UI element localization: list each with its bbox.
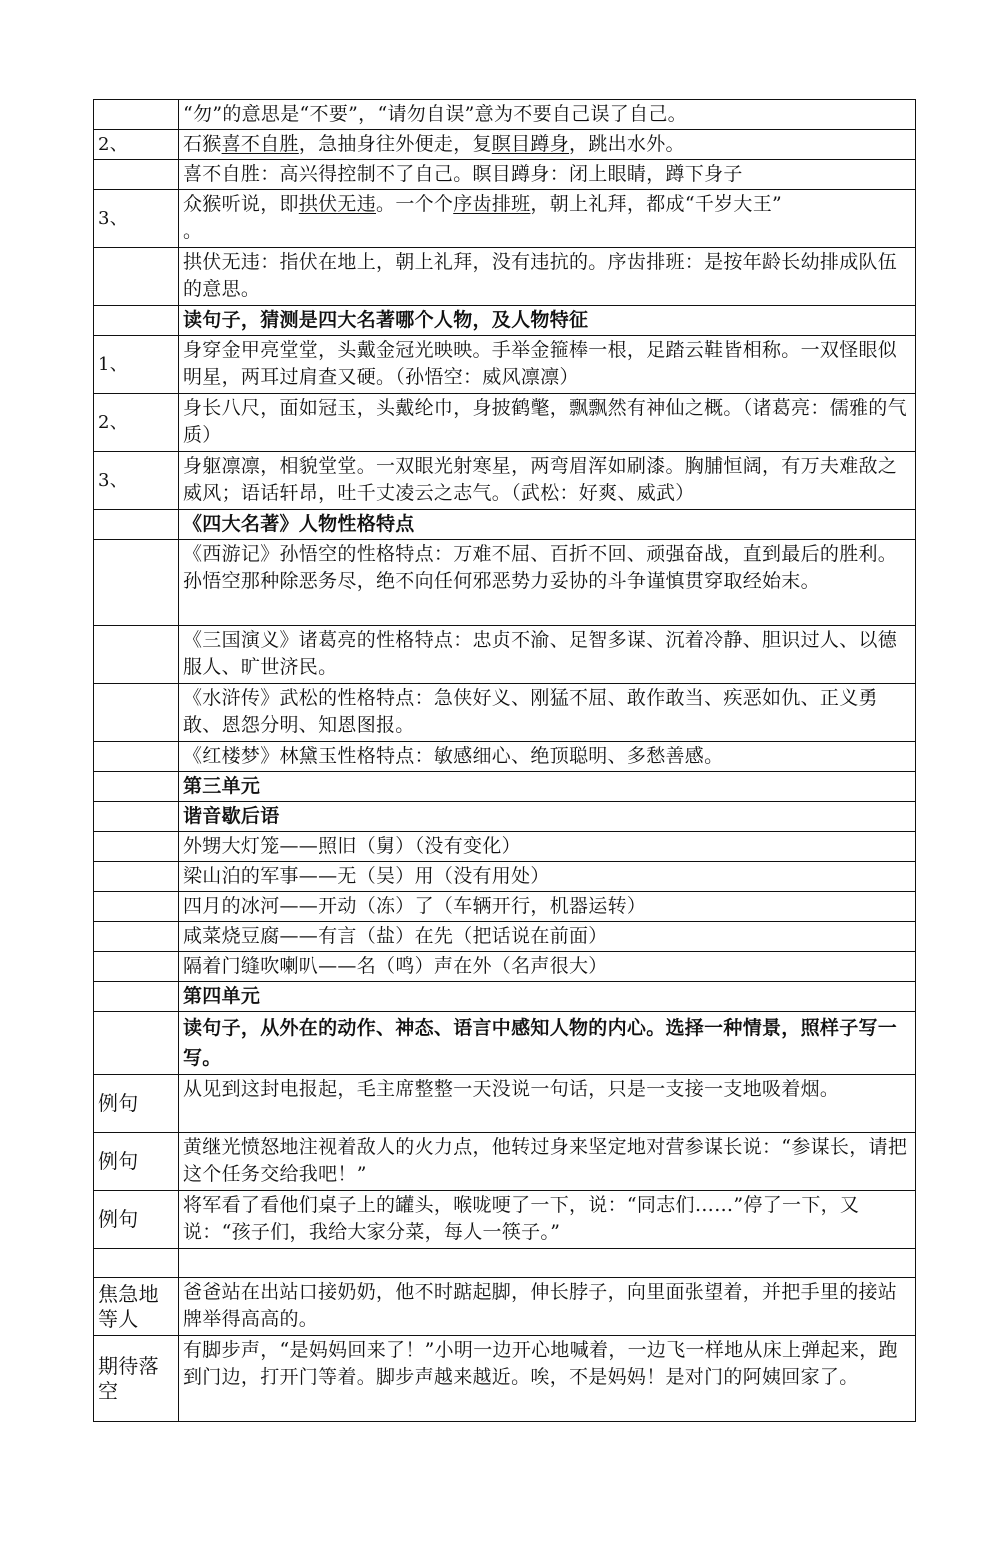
table-row [94,892,916,922]
table-row [94,540,916,626]
notes-table [93,99,916,1422]
table-row [94,626,916,684]
row-text: 梁山泊的军事——无（吴）用（没有用处） [179,862,916,892]
row-label [94,1012,179,1075]
table-row [94,1249,916,1278]
row-text: 石猴喜不自胜，急抽身往外便走，复瞑目蹲身，跳出水外。 [179,130,916,160]
underlined-phrase: 拱伏无违 [298,193,377,215]
table-row [94,248,916,306]
row-text: 身躯凛凛，相貌堂堂。一双眼光射寒星，两弯眉浑如刷漆。胸脯恒阔，有万夫难敌之威风；语话轩昂，吐千丈凌云之志气。（武松：好爽、威武） [179,452,916,510]
row-text: 咸菜烧豆腐——有言（盐）在先（把话说在前面） [179,922,916,952]
row-label [94,100,179,130]
row-label: 例句 [94,1191,179,1249]
table-row [94,742,916,772]
row-text: 身长八尺，面如冠玉，头戴纶巾，身披鹤氅，飘飘然有神仙之概。（诸葛亮：儒雅的气质） [179,394,916,452]
table-row [94,862,916,892]
section-heading: 读句子，猜测是四大名著哪个人物，及人物特征 [179,306,916,336]
row-label [94,248,179,306]
table-row [94,922,916,952]
table-row [94,1336,916,1422]
table-row [94,1075,916,1133]
row-label [94,772,179,802]
row-label [94,540,179,626]
table-row [94,684,916,742]
row-label: 焦急地等人 [94,1278,179,1336]
underlined-phrase: 瞑目蹲身 [491,133,570,155]
row-text: 外甥大灯笼——照旧（舅）（没有变化） [179,832,916,862]
row-label [94,510,179,540]
table-row [94,1133,916,1191]
row-text: 身穿金甲亮堂堂，头戴金冠光映映。手举金箍棒一根，足踏云鞋皆相称。一双怪眼似明星，两耳过肩查又硬。（孙悟空：威风凛凛） [179,336,916,394]
row-text: 拱伏无违：指伏在地上，朝上礼拜，没有违抗的。序齿排班：是按年龄长幼排成队伍的意思。 [179,248,916,306]
row-label [94,952,179,982]
table-row [94,772,916,802]
row-text [179,1249,916,1278]
row-text: 喜不自胜：高兴得控制不了自己。瞑目蹲身：闭上眼睛，蹲下身子 [179,160,916,190]
section-heading: 谐音歇后语 [179,802,916,832]
section-heading: 读句子，从外在的动作、神态、语言中感知人物的内心。选择一种情景，照样子写一写。 [179,1012,916,1075]
row-text: 从见到这封电报起，毛主席整整一天没说一句话，只是一支接一支地吸着烟。 [179,1075,916,1133]
row-label: 期待落空 [94,1336,179,1422]
row-text: 《三国演义》诸葛亮的性格特点：忠贞不渝、足智多谋、沉着冷静、胆识过人、以德服人、旷世济民。 [179,626,916,684]
row-text: 有脚步声，“是妈妈回来了！”小明一边开心地喊着，一边飞一样地从床上弹起来，跑到门边，打开门等着。脚步声越来越近。唉，不是妈妈！是对门的阿姨回家了。 [179,1336,916,1422]
row-label [94,922,179,952]
table-row [94,452,916,510]
table-row [94,952,916,982]
table-row [94,306,916,336]
row-label [94,802,179,832]
row-text: 四月的冰河——开动（冻）了（车辆开行，机器运转） [179,892,916,922]
table-row [94,802,916,832]
table-row [94,982,916,1012]
row-label [94,684,179,742]
row-label [94,982,179,1012]
row-number: 3、 [94,452,179,510]
row-text: 《水浒传》武松的性格特点：急侠好义、刚猛不屈、敢作敢当、疾恶如仇、正义勇敢、恩怨分明、知恩图报。 [179,684,916,742]
row-text: 《西游记》孙悟空的性格特点：万难不屈、百折不回、顽强奋战，直到最后的胜利。孙悟空那种除恶务尽，绝不向任何邪恶势力妥协的斗争谨慎贯穿取经始末。 [179,540,916,626]
table-row [94,1278,916,1336]
row-label [94,626,179,684]
table-row [94,130,916,160]
row-text: 《红楼梦》林黛玉性格特点：敏感细心、绝顶聪明、多愁善感。 [179,742,916,772]
table-row [94,394,916,452]
table-row [94,832,916,862]
section-heading: 第四单元 [179,982,916,1012]
row-label: 例句 [94,1133,179,1191]
underlined-phrase: 序齿排班 [453,193,531,215]
table-row [94,510,916,540]
row-label [94,742,179,772]
row-text: 隔着门缝吹喇叭——名（鸣）声在外（名声很大） [179,952,916,982]
row-label [94,862,179,892]
row-text: 爸爸站在出站口接奶奶，他不时踮起脚，伸长脖子，向里面张望着，并把手里的接站牌举得高高的。 [179,1278,916,1336]
row-label [94,160,179,190]
row-number: 2、 [94,394,179,452]
row-label [94,832,179,862]
row-number: 1、 [94,336,179,394]
row-label [94,1249,179,1278]
row-label: 例句 [94,1075,179,1133]
row-number: 2、 [94,130,179,160]
table-row [94,1191,916,1249]
table-row [94,336,916,394]
section-heading: 第三单元 [179,772,916,802]
table-row [94,1012,916,1075]
section-heading: 《四大名著》人物性格特点 [179,510,916,540]
row-number: 3、 [94,190,179,248]
underlined-phrase: 喜不自胜 [221,133,299,155]
row-text: 黄继光愤怒地注视着敌人的火力点，他转过身来坚定地对营参谋长说：“参谋长，请把这个任务交给我吧！” [179,1133,916,1191]
table-row [94,190,916,248]
row-label [94,306,179,336]
row-text: 众猴听说，即拱伏无违。一个个序齿排班，朝上礼拜，都成“千岁大王” 。 [179,190,916,248]
row-text: “勿”的意思是“不要”，“请勿自误”意为不要自己误了自己。 [179,100,916,130]
table-row [94,160,916,190]
row-text: 将军看了看他们桌子上的罐头，喉咙哽了一下，说：“同志们……”停了一下，又说：“孩子们，我给大家分菜，每人一筷子。” [179,1191,916,1249]
row-label [94,892,179,922]
table-row [94,100,916,130]
